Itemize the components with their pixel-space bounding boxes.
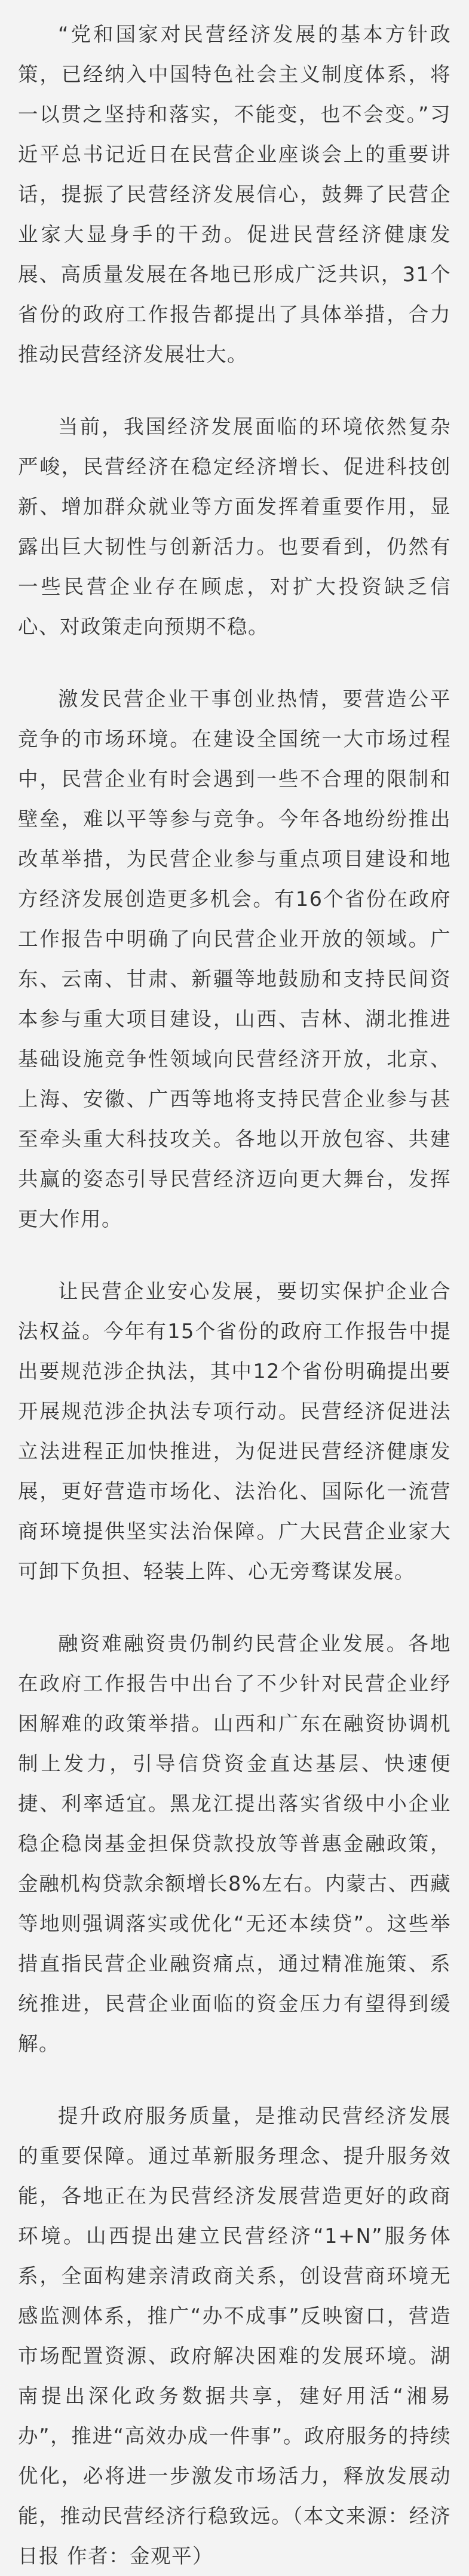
- paragraph-5: 融资难融资贵仍制约民营企业发展。各地在政府工作报告中出台了不少针对民营企业纾困解难的政策举措。山西和广东在融资协调机制上发力，引导信贷资金直达基层、快速便捷、利率适宜。黑龙江提出落实省级中小企业稳企稳岗基金担保贷款投放等普惠金融政策，金融机构贷款余额增长8%左右。内蒙古、西藏等地则强调落实或优化“无还本续贷”。这些举措直指民营企业融资痛点，通过精准施策、系统推进，民营企业面临的资金压力有望得到缓解。: [18, 1632, 451, 2055]
- paragraph-1: “党和国家对民营经济发展的基本方针政策，已经纳入中国特色社会主义制度体系，将一以贯之坚持和落实，不能变，也不会变。”习近平总书记近日在民营企业座谈会上的重要讲话，提振了民营经济发展信心，鼓舞了民营企业家大显身手的干劲。促进民营经济健康发展、高质量发展在各地已形成广泛共识，31个省份的政府工作报告都提出了具体举措，合力推动民营经济发展壮大。: [18, 23, 451, 366]
- paragraph-3: 激发民营企业干事创业热情，要营造公平竞争的市场环境。在建设全国统一大市场过程中，民营企业有时会遇到一些不合理的限制和壁垒，难以平等参与竞争。今年各地纷纷推出改革举措，为民营企业参与重点项目建设和地方经济发展创造更多机会。有16个省份在政府工作报告中明确了向民营企业开放的领域。广东、云南、甘肃、新疆等地鼓励和支持民间资本参与重大项目建设，山西、吉林、湖北推进基础设施竞争性领域向民营经济开放，北京、上海、安徽、广西等地将支持民营企业参与甚至牵头重大科技攻关。各地以开放包容、共建共赢的姿态引导民营经济迈向更大舞台，发挥更大作用。: [18, 687, 451, 1231]
- article-body: [18, 14, 451, 2576]
- paragraph-2: 当前，我国经济发展面临的环境依然复杂严峻，民营经济在稳定经济增长、促进科技创新、增加群众就业等方面发挥着重要作用，显露出巨大韧性与创新活力。也要看到，仍然有一些民营企业存在顾虑，对扩大投资缺乏信心、对政策走向预期不稳。: [18, 415, 451, 638]
- paragraph-6: 提升政府服务质量，是推动民营经济发展的重要保障。通过革新服务理念、提升服务效能，各地正在为民营经济发展营造更好的政商环境。山西提出建立民营经济“1+N”服务体系，全面构建亲清政商关系，创设营商环境无感监测体系，推广“办不成事”反映窗口，营造市场配置资源、政府解决困难的发展环境。湖南提出深化政务数据共享，建好用活“湘易办”，推进“高效办成一件事”。政府服务的持续优化，必将进一步激发市场活力，释放发展动能，推动民营经济行稳致远。（本文来源：经济日报 作者：金观平）: [18, 2104, 451, 2568]
- paragraph-4: 让民营企业安心发展，要切实保护企业合法权益。今年有15个省份的政府工作报告中提出要规范涉企执法，其中12个省份明确提出要开展规范涉企执法专项行动。民营经济促进法立法进程正加快推进，为促进民营经济健康发展，更好营造市场化、法治化、国际化一流营商环境提供坚实法治保障。广大民营企业家大可卸下负担、轻装上阵、心无旁骛谋发展。: [18, 1280, 451, 1583]
